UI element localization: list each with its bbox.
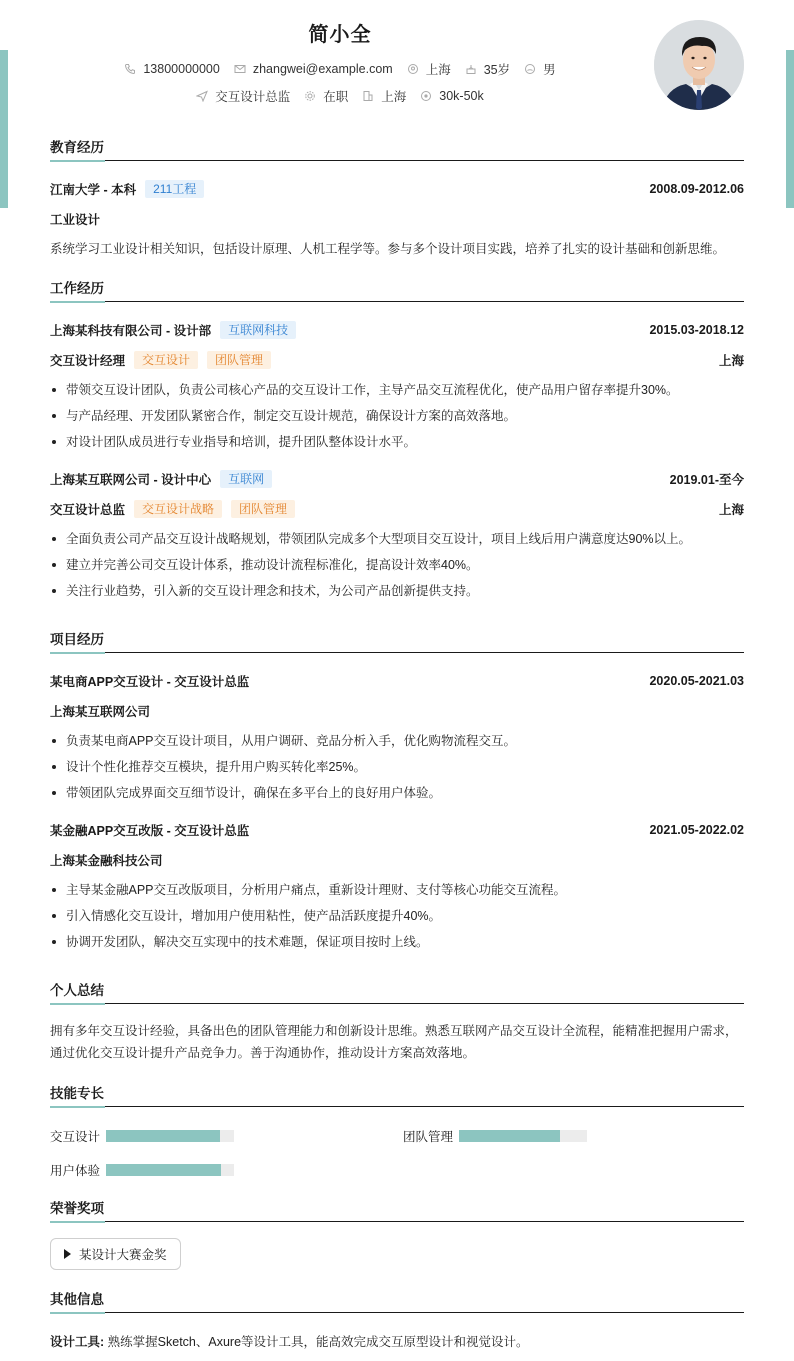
job-role-row xyxy=(50,494,744,524)
expected-city-info xyxy=(362,87,406,105)
section-title-work: 工作经历 xyxy=(50,280,744,302)
project-title-row xyxy=(50,815,744,845)
other-info-text: 熟练掌握Sketch、Axure等设计工具，能高效完成交互原型设计和视觉设计。 xyxy=(107,1335,529,1349)
list-item: 带领团队完成界面交互细节设计，确保在多平台上的良好用户体验。 xyxy=(50,780,744,806)
project-duties xyxy=(50,877,744,955)
skill-bar-fill xyxy=(459,1130,560,1142)
education-row xyxy=(50,174,744,204)
award-item[interactable] xyxy=(50,1238,181,1270)
job-role: 交互设计经理 xyxy=(50,354,126,368)
education-period: 2008.09-2012.06 xyxy=(649,182,744,196)
skill-tag: 交互设计战略 xyxy=(134,500,222,518)
section-title-skills: 技能专长 xyxy=(50,1085,744,1107)
summary-section xyxy=(50,982,744,1064)
award-name: 某设计大赛金奖 xyxy=(79,1248,167,1262)
play-icon xyxy=(64,1249,71,1259)
section-title-summary: 个人总结 xyxy=(50,982,744,1004)
projects-section xyxy=(50,631,744,955)
project-name: 某电商APP交互设计 - 交互设计总监 xyxy=(50,675,250,689)
skill-item xyxy=(403,1127,587,1145)
job-location: 上海 xyxy=(718,503,744,517)
status-info xyxy=(304,87,348,105)
other-info-line xyxy=(50,1332,744,1352)
contact-row xyxy=(0,60,680,78)
city-text: 上海 xyxy=(425,63,451,77)
skill-item xyxy=(50,1127,234,1145)
job-company-row xyxy=(50,464,744,494)
city-info xyxy=(407,60,451,78)
status-text: 在职 xyxy=(323,90,349,104)
work-section xyxy=(50,280,744,604)
job-company-row xyxy=(50,315,744,345)
other-section xyxy=(50,1291,744,1352)
skills-section xyxy=(50,1085,744,1179)
summary-text: 拥有多年交互设计经验，具备出色的团队管理能力和创新设计思维。熟悉互联网产品交互设计全流程，能精准把握用户需求，通过优化交互设计提升产品竞争力。善于沟通协作，推动设计方案高效落地。 xyxy=(50,1024,738,1060)
project-name: 某金融APP交互改版 - 交互设计总监 xyxy=(50,824,250,838)
project-company-row xyxy=(50,845,744,875)
job-location: 上海 xyxy=(718,354,744,368)
project-entry xyxy=(50,815,744,955)
skill-name: 交互设计 xyxy=(50,1130,101,1144)
skill-tag: 团队管理 xyxy=(207,351,271,369)
phone-icon xyxy=(124,63,136,75)
job-duties xyxy=(50,526,744,604)
job-period: 2019.01-至今 xyxy=(669,473,744,487)
email-text: zhangwei@example.com xyxy=(252,62,393,76)
job-role-row xyxy=(50,345,744,375)
section-title-education: 教育经历 xyxy=(50,139,744,161)
list-item: 关注行业趋势，引入新的交互设计理念和技术，为公司产品创新提供支持。 xyxy=(50,578,744,604)
position-text: 交互设计总监 xyxy=(215,90,291,104)
coin-icon xyxy=(420,90,432,102)
education-section xyxy=(50,139,744,259)
gear-icon xyxy=(304,90,316,102)
major-row xyxy=(50,204,744,234)
age-text: 35岁 xyxy=(483,63,511,77)
list-item: 设计个性化推荐交互模块，提升用户购买转化率25%。 xyxy=(50,754,744,780)
section-title-projects: 项目经历 xyxy=(50,631,744,653)
cake-icon xyxy=(465,63,477,75)
project-company-row xyxy=(50,696,744,726)
list-item: 负责某电商APP交互设计项目，从用户调研、竞品分析入手，优化购物流程交互。 xyxy=(50,728,744,754)
school-name: 江南大学 - 本科 xyxy=(50,183,137,197)
list-item: 与产品经理、开发团队紧密合作，制定交互设计规范，确保设计方案的高效落地。 xyxy=(50,403,744,429)
gender-text: 男 xyxy=(543,63,556,77)
list-item: 主导某金融APP交互改版项目，分析用户痛点，重新设计理财、支付等核心功能交互流程。 xyxy=(50,877,744,903)
candidate-name: 简小全 xyxy=(308,24,372,46)
gender-info xyxy=(524,60,556,78)
section-title-awards: 荣誉奖项 xyxy=(50,1200,744,1222)
list-item: 带领交互设计团队，负责公司核心产品的交互设计工作，主导产品交互流程优化，使产品用户留存率提升30%。 xyxy=(50,377,744,403)
company-name: 上海某互联网公司 - 设计中心 xyxy=(50,473,212,487)
skill-bar xyxy=(106,1164,234,1176)
job-duties xyxy=(50,377,744,455)
skill-tag: 交互设计 xyxy=(134,351,198,369)
mail-icon xyxy=(234,63,246,75)
email-info xyxy=(234,62,393,76)
position-info xyxy=(196,87,290,105)
skill-bar-fill xyxy=(106,1164,221,1176)
expected-city-text: 上海 xyxy=(381,90,407,104)
building-icon xyxy=(362,90,374,102)
phone-info xyxy=(124,62,219,76)
project-period: 2020.05-2021.03 xyxy=(649,674,744,688)
salary-text: 30k-50k xyxy=(439,89,484,103)
project-company: 上海某金融科技公司 xyxy=(50,854,163,868)
job-intent-row xyxy=(0,87,680,105)
project-company: 上海某互联网公司 xyxy=(50,705,151,719)
skill-tag: 团队管理 xyxy=(231,500,295,518)
major-name: 工业设计 xyxy=(50,213,101,227)
industry-tag: 互联网科技 xyxy=(220,321,296,339)
company-name: 上海某科技有限公司 - 设计部 xyxy=(50,324,212,338)
job-role: 交互设计总监 xyxy=(50,503,126,517)
project-title-row xyxy=(50,666,744,696)
skill-name: 用户体验 xyxy=(50,1164,101,1178)
list-item: 协调开发团队，解决交互实现中的技术难题，保证项目按时上线。 xyxy=(50,929,744,955)
industry-tag: 互联网 xyxy=(220,470,272,488)
project-duties xyxy=(50,728,744,806)
skill-name: 团队管理 xyxy=(403,1130,454,1144)
skill-item xyxy=(50,1161,234,1179)
job-period: 2015.03-2018.12 xyxy=(649,323,744,337)
profile-photo xyxy=(654,20,744,110)
list-item: 全面负责公司产品交互设计战略规划，带领团队完成多个大型项目交互设计，项目上线后用户满意度达90%以上。 xyxy=(50,526,744,552)
section-title-other: 其他信息 xyxy=(50,1291,744,1313)
gender-icon xyxy=(524,63,536,75)
list-item: 建立并完善公司交互设计体系，推动设计流程标准化，提高设计效率40%。 xyxy=(50,552,744,578)
job-entry xyxy=(50,315,744,455)
skill-bar xyxy=(459,1130,587,1142)
salary-info xyxy=(420,89,483,103)
skill-bar-fill xyxy=(106,1130,220,1142)
list-item: 对设计团队成员进行专业指导和培训，提升团队整体设计水平。 xyxy=(50,429,744,455)
list-item: 引入情感化交互设计，增加用户使用粘性，使产品活跃度提升40%。 xyxy=(50,903,744,929)
project-entry xyxy=(50,666,744,806)
age-info xyxy=(465,60,510,78)
project-period: 2021.05-2022.02 xyxy=(649,823,744,837)
skill-bar xyxy=(106,1130,234,1142)
other-info-label: 设计工具: xyxy=(50,1335,105,1349)
education-description: 系统学习工业设计相关知识，包括设计原理、人机工程学等。参与多个设计项目实践，培养了扎实的设计基础和创新思维。 xyxy=(50,242,726,256)
location-icon xyxy=(407,63,419,75)
job-entry xyxy=(50,464,744,604)
awards-section xyxy=(50,1200,744,1270)
school-tag: 211工程 xyxy=(145,180,204,198)
send-icon xyxy=(196,90,208,102)
phone-text: 13800000000 xyxy=(143,62,220,76)
resume-header xyxy=(0,0,794,125)
